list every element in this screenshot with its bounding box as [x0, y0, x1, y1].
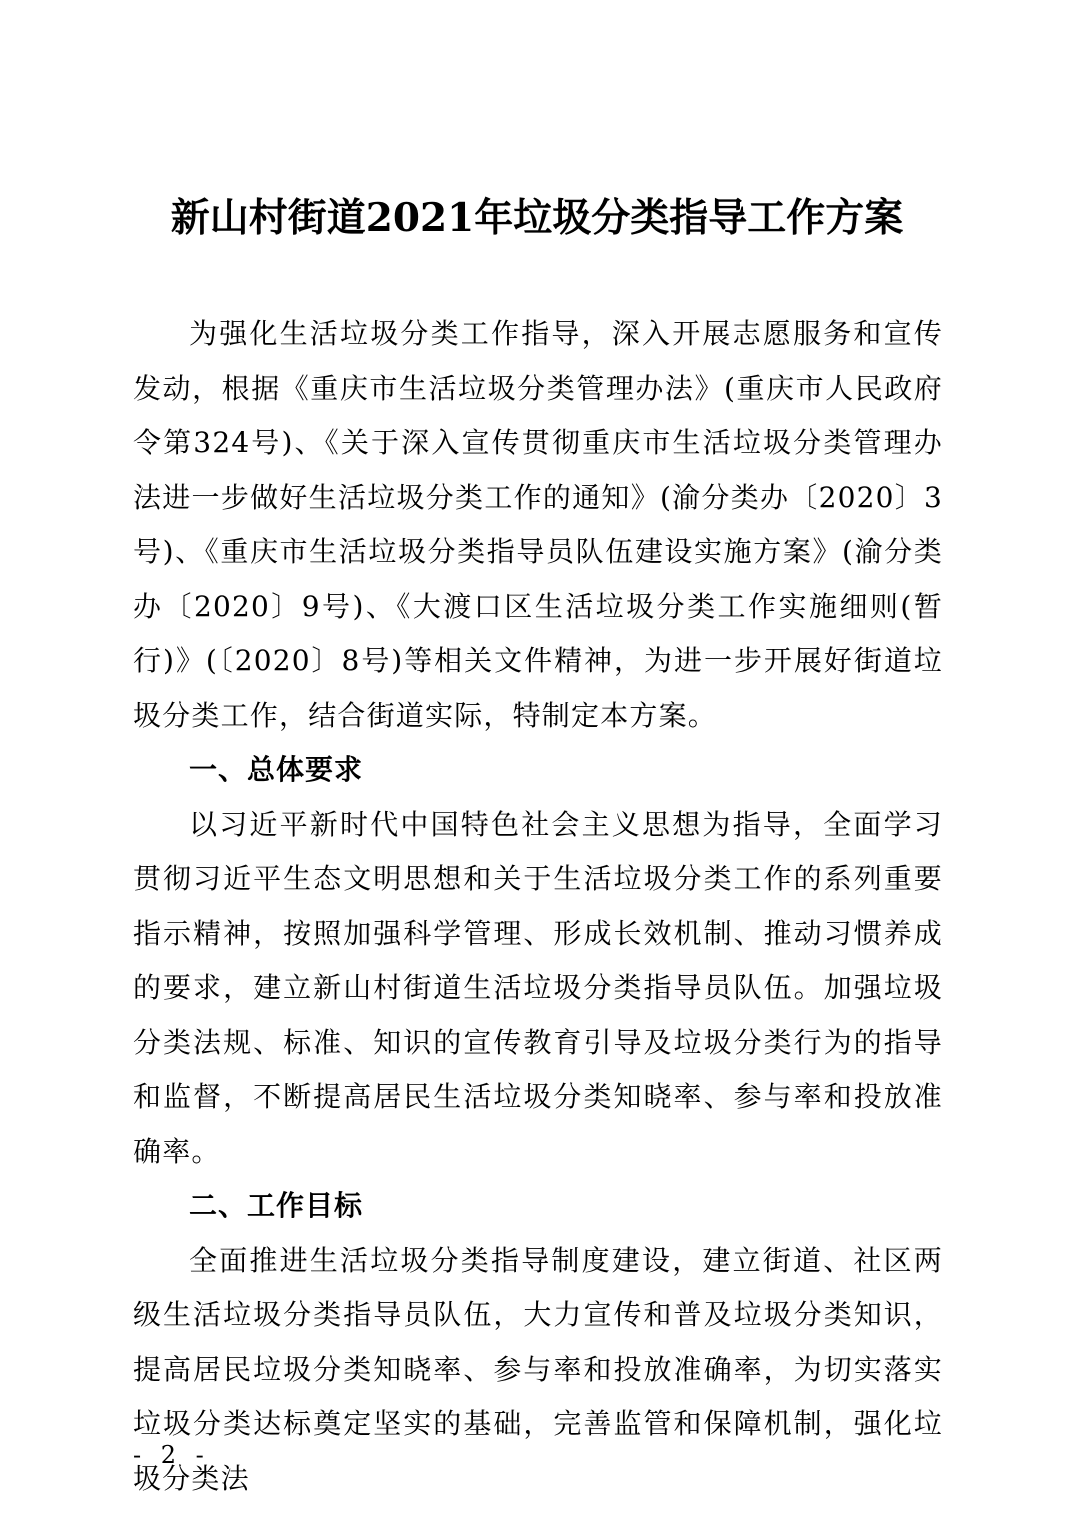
page-number: - 2 - [133, 1441, 210, 1469]
document-body [133, 307, 943, 1506]
section-paragraph-work-goals: 全面推进生活垃圾分类指导制度建设，建立街道、社区两级生活垃圾分类指导员队伍，大力宣传和普及垃圾分类知识，提高居民垃圾分类知晓率、参与率和投放准确率，为切实落实垃圾分类达标奠定坚实的基础，完善监管和保障机制，强化垃圾分类法 [133, 1243, 943, 1495]
section-paragraph-general-requirements: 以习近平新时代中国特色社会主义思想为指导，全面学习贯彻习近平生态文明思想和关于生活垃圾分类工作的系列重要指示精神，按照加强科学管理、形成长效机制、推动习惯养成的要求，建立新山村街道生活垃圾分类指导员队伍。加强垃圾分类法规、标准、知识的宣传教育引导及垃圾分类行为的指导和监督，不断提高居民生活垃圾分类知晓率、参与率和投放准确率。 [133, 807, 943, 1168]
intro-paragraph: 为强化生活垃圾分类工作指导，深入开展志愿服务和宣传发动，根据《重庆市生活垃圾分类管理办法》(重庆市人民政府令第324号)、《关于深入宣传贯彻重庆市生活垃圾分类管理办法进一步做好生活垃圾分类工作的通知》(渝分类办〔2020〕3号)、《重庆市生活垃圾分类指导员队伍建设实施方案》(渝分类办〔2020〕9号)、《大渡口区生活垃圾分类工作实施细则(暂行)》(〔2020〕8号)等相关文件精神，为进一步开展好街道垃圾分类工作，结合街道实际，特制定本方案。 [133, 317, 943, 732]
section-heading-work-goals: 二、工作目标 [189, 1189, 364, 1222]
document-title: 新山村街道2021年垃圾分类指导工作方案 [170, 195, 904, 241]
section-heading-general-requirements: 一、总体要求 [189, 753, 364, 786]
